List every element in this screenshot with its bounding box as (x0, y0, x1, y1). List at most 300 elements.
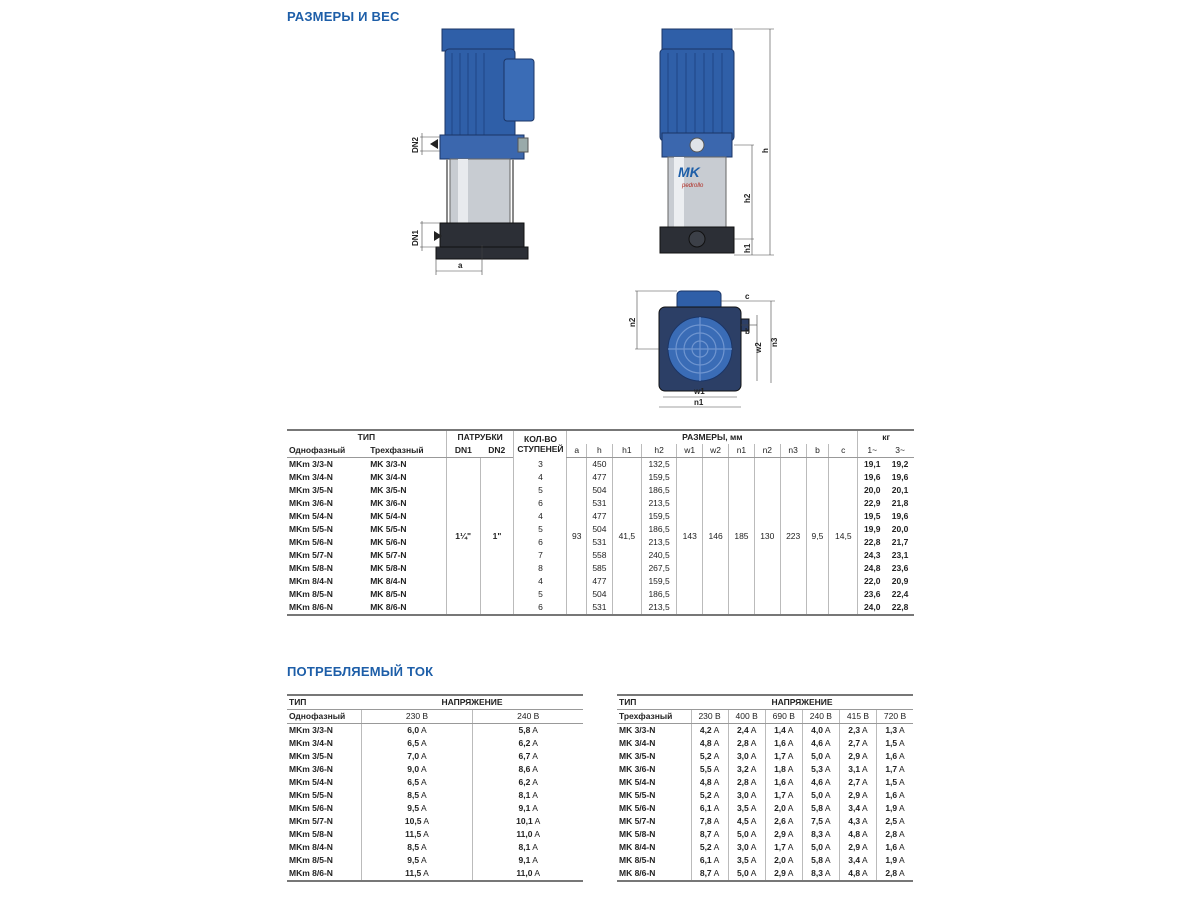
table-row (287, 802, 583, 815)
stages-cell: 3 (514, 458, 567, 472)
type-cell: MKm 5/7-N (289, 816, 333, 826)
type-three-cell: MK 8/5-N (370, 589, 407, 599)
current-cell (473, 763, 583, 776)
kg-1ph-cell: 19,5 (858, 510, 886, 523)
current-unit: A (713, 816, 720, 826)
table-row (287, 789, 583, 802)
h2-cell: 132,5 (641, 458, 676, 472)
dims-header-3ph: 3~ (886, 444, 914, 458)
current-cell (728, 737, 765, 750)
current-value: 4,3 (848, 816, 861, 826)
current-value: 6,1 (699, 855, 712, 865)
current-three-table (617, 694, 913, 882)
current-value: 7,5 (811, 816, 823, 826)
b-cell: 9,5 (806, 458, 829, 616)
current-unit: A (862, 764, 868, 774)
label-a: a (458, 261, 463, 270)
cs-header-volt-2: 240 В (473, 710, 583, 724)
current-unit: A (862, 738, 868, 748)
kg-1ph-cell: 19,9 (858, 523, 886, 536)
current-value: 6,2 (518, 777, 531, 787)
current-value: 1,9 (885, 855, 898, 865)
type-cell: MKm 3/4-N (289, 738, 333, 748)
current-unit: A (750, 751, 757, 761)
h2-cell: 267,5 (641, 562, 676, 575)
current-value: 9,5 (407, 855, 420, 865)
type-three-cell: MK 5/7-N (370, 550, 407, 560)
current-cell (691, 750, 728, 763)
current-unit: A (421, 725, 427, 735)
type-single-cell: MKm 3/5-N (289, 485, 333, 495)
current-cell (728, 776, 765, 789)
type-single-cell: MKm 5/8-N (289, 563, 333, 573)
stages-cell: 6 (514, 536, 567, 549)
current-value: 3,1 (848, 764, 861, 774)
current-cell (765, 724, 802, 738)
h-cell: 558 (586, 549, 612, 562)
current-cell (802, 828, 839, 841)
stages-cell: 5 (514, 588, 567, 601)
current-cell (765, 867, 802, 881)
current-cell (802, 789, 839, 802)
kg-3ph-cell: 23,1 (891, 550, 909, 560)
current-heading: ПОТРЕБЛЯЕМЫЙ ТОК (287, 664, 434, 679)
current-value: 8,7 (699, 829, 712, 839)
type-cell: MK 5/8-N (619, 829, 656, 839)
current-value: 1,6 (885, 842, 898, 852)
current-unit: A (862, 790, 868, 800)
label-c: c (745, 292, 750, 301)
current-cell (691, 724, 728, 738)
type-single-cell: MKm 3/4-N (289, 472, 333, 482)
pump-top-view-drawing (625, 285, 785, 415)
h2-cell: 186,5 (641, 523, 676, 536)
current-cell (728, 789, 765, 802)
table-row (617, 841, 913, 854)
current-single-table (287, 694, 583, 882)
current-unit: A (862, 816, 868, 826)
current-cell (877, 776, 913, 789)
current-unit: A (532, 803, 538, 813)
type-cell: MK 8/6-N (619, 868, 656, 878)
type-single-cell: MKm 8/4-N (289, 576, 333, 586)
kg-1ph-cell: 22,0 (858, 575, 886, 588)
current-cell (473, 828, 583, 841)
current-unit: A (713, 751, 720, 761)
type-three-cell: MK 3/5-N (370, 485, 407, 495)
current-unit: A (899, 842, 905, 852)
current-cell (728, 854, 765, 867)
current-unit: A (824, 803, 831, 813)
kg-3ph-cell: 19,6 (891, 511, 909, 521)
type-cell: MK 8/4-N (619, 842, 656, 852)
current-cell (728, 750, 765, 763)
table-row (617, 737, 913, 750)
current-cell (473, 815, 583, 828)
current-unit: A (750, 829, 757, 839)
dims-header-dn2: DN2 (480, 444, 514, 458)
h2-cell: 213,5 (641, 497, 676, 510)
current-unit: A (713, 803, 720, 813)
current-value: 1,7 (774, 790, 786, 800)
current-cell (839, 815, 876, 828)
current-value: 6,5 (407, 777, 420, 787)
current-unit: A (532, 777, 538, 787)
table-row (287, 815, 583, 828)
h-cell: 504 (586, 484, 612, 497)
current-cell (877, 841, 913, 854)
h2-cell: 213,5 (641, 601, 676, 615)
type-three-cell: MK 3/3-N (370, 459, 407, 469)
label-h2: h2 (743, 193, 752, 203)
dn1-cell: 1¼" (446, 458, 480, 616)
current-value: 2,8 (885, 868, 898, 878)
current-value: 9,1 (518, 855, 531, 865)
type-cell: MKm 8/6-N (289, 868, 333, 878)
current-unit: A (750, 777, 757, 787)
current-value: 1,7 (885, 764, 898, 774)
current-cell (765, 828, 802, 841)
type-single-cell: MKm 8/6-N (289, 602, 333, 612)
ct-header-volt-3: 690 В (765, 710, 802, 724)
kg-3ph-cell: 22,8 (891, 602, 909, 612)
current-unit: A (532, 725, 538, 735)
current-value: 5,2 (699, 751, 712, 761)
kg-3ph-cell: 20,9 (891, 576, 909, 586)
ct-header-volt-2: 400 В (728, 710, 765, 724)
current-unit: A (899, 868, 905, 878)
table-row (287, 458, 914, 472)
stages-cell: 6 (514, 601, 567, 615)
ct-header-voltage: НАПРЯЖЕНИЕ (691, 695, 913, 710)
label-dn2: DN2 (411, 136, 420, 153)
current-unit: A (899, 855, 905, 865)
current-cell (877, 828, 913, 841)
table-row (287, 724, 583, 738)
current-value: 1,5 (885, 777, 898, 787)
current-cell (765, 763, 802, 776)
ct-header-volt-4: 240 В (802, 710, 839, 724)
current-value: 11,5 (405, 829, 422, 839)
w2-cell: 146 (703, 458, 729, 616)
current-unit: A (713, 764, 720, 774)
current-unit: A (713, 829, 720, 839)
current-cell (361, 724, 473, 738)
current-unit: A (862, 777, 868, 787)
current-unit: A (750, 855, 757, 865)
current-cell (839, 789, 876, 802)
current-unit: A (824, 829, 831, 839)
current-unit: A (532, 764, 538, 774)
current-value: 2,9 (848, 842, 861, 852)
current-value: 8,1 (518, 790, 531, 800)
kg-3ph-cell: 21,8 (891, 498, 909, 508)
current-cell (691, 763, 728, 776)
current-cell (765, 789, 802, 802)
current-value: 9,1 (518, 803, 531, 813)
current-unit: A (824, 816, 831, 826)
current-cell (802, 802, 839, 815)
current-value: 1,7 (774, 751, 786, 761)
h2-cell: 213,5 (641, 536, 676, 549)
current-cell (473, 802, 583, 815)
dims-header-a: a (567, 444, 587, 458)
current-cell (361, 750, 473, 763)
current-value: 1,9 (885, 803, 898, 813)
current-unit: A (787, 764, 794, 774)
current-value: 6,7 (518, 751, 531, 761)
w1-cell: 143 (677, 458, 703, 616)
current-cell (691, 854, 728, 867)
current-cell (765, 776, 802, 789)
current-cell (802, 763, 839, 776)
type-three-cell: MK 3/6-N (370, 498, 407, 508)
dimensions-table (287, 429, 914, 616)
stages-cell: 5 (514, 484, 567, 497)
current-unit: A (899, 738, 905, 748)
h2-cell: 159,5 (641, 471, 676, 484)
current-cell (765, 841, 802, 854)
type-three-cell: MK 5/6-N (370, 537, 407, 547)
current-value: 1,7 (774, 842, 786, 852)
current-value: 3,2 (736, 764, 749, 774)
current-value: 5,5 (699, 764, 712, 774)
stages-cell: 8 (514, 562, 567, 575)
current-value: 5,0 (736, 829, 749, 839)
current-value: 2,4 (736, 725, 749, 735)
label-n1: n1 (694, 398, 704, 407)
current-unit: A (787, 777, 794, 787)
current-value: 3,0 (736, 790, 749, 800)
current-unit: A (824, 738, 831, 748)
stages-cell: 4 (514, 471, 567, 484)
type-cell: MKm 3/5-N (289, 751, 333, 761)
current-cell (473, 789, 583, 802)
current-value: 5,3 (811, 764, 823, 774)
current-value: 3,0 (736, 842, 749, 852)
current-cell (473, 724, 583, 738)
current-unit: A (421, 777, 427, 787)
type-single-cell: MKm 8/5-N (289, 589, 333, 599)
current-value: 6,5 (407, 738, 420, 748)
dims-header-sizes: РАЗМЕРЫ, мм (567, 430, 858, 444)
current-value: 5,2 (699, 842, 712, 852)
dims-header-ports: ПАТРУБКИ (446, 430, 514, 444)
current-unit: A (750, 764, 757, 774)
h2-cell: 159,5 (641, 575, 676, 588)
current-unit: A (713, 738, 720, 748)
h-cell: 477 (586, 510, 612, 523)
current-value: 4,2 (699, 725, 712, 735)
h-cell: 477 (586, 575, 612, 588)
pump-side-view-drawing (400, 25, 550, 280)
current-unit: A (750, 816, 757, 826)
table-row (617, 789, 913, 802)
current-cell (473, 841, 583, 854)
current-cell (473, 737, 583, 750)
dims-header-single: Однофазный (287, 444, 368, 458)
dims-header-n3: n3 (780, 444, 806, 458)
current-cell (877, 867, 913, 881)
current-value: 6,1 (699, 803, 712, 813)
current-cell (765, 815, 802, 828)
current-value: 1,5 (885, 738, 898, 748)
type-cell: MKm 5/8-N (289, 829, 333, 839)
h2-cell: 186,5 (641, 588, 676, 601)
current-unit: A (713, 855, 720, 865)
dims-header-h2: h2 (641, 444, 676, 458)
current-cell (877, 802, 913, 815)
current-unit: A (862, 751, 868, 761)
current-cell (361, 815, 473, 828)
current-value: 2,6 (774, 816, 786, 826)
current-unit: A (787, 790, 794, 800)
current-value: 4,0 (811, 725, 823, 735)
current-value: 3,4 (848, 855, 861, 865)
current-cell (877, 815, 913, 828)
kg-1ph-cell: 19,6 (858, 471, 886, 484)
current-value: 8,1 (518, 842, 531, 852)
current-cell (361, 841, 473, 854)
brand-mk-logo: MK (678, 164, 700, 180)
current-cell (877, 789, 913, 802)
label-b: b (745, 327, 750, 336)
dn2-cell: 1" (480, 458, 514, 616)
current-unit: A (824, 842, 831, 852)
kg-1ph-cell: 19,1 (858, 458, 886, 472)
n2-cell: 130 (754, 458, 780, 616)
kg-1ph-cell: 24,3 (858, 549, 886, 562)
current-unit: A (713, 790, 720, 800)
type-three-cell: MK 8/4-N (370, 576, 407, 586)
table-row (617, 724, 913, 738)
type-cell: MKm 3/3-N (289, 725, 333, 735)
table-row (287, 841, 583, 854)
table-row (617, 776, 913, 789)
type-three-cell: MK 5/5-N (370, 524, 407, 534)
type-three-cell: MK 3/4-N (370, 472, 407, 482)
current-cell (839, 776, 876, 789)
kg-1ph-cell: 23,6 (858, 588, 886, 601)
current-value: 2,9 (774, 868, 786, 878)
current-unit: A (787, 855, 794, 865)
current-unit: A (750, 725, 757, 735)
dims-header-type: ТИП (357, 432, 376, 442)
kg-1ph-cell: 20,0 (858, 484, 886, 497)
current-cell (728, 815, 765, 828)
kg-3ph-cell: 20,0 (891, 524, 909, 534)
current-value: 7,0 (407, 751, 420, 761)
dims-header-stages: КОЛ-ВО СТУПЕНЕЙ (514, 430, 567, 458)
current-unit: A (713, 842, 720, 852)
type-cell: MKm 5/6-N (289, 803, 333, 813)
current-value: 8,3 (811, 868, 823, 878)
current-value: 5,0 (811, 790, 823, 800)
current-value: 1,6 (774, 738, 786, 748)
current-value: 1,4 (774, 725, 786, 735)
current-cell (728, 841, 765, 854)
current-cell (877, 724, 913, 738)
ct-header-volt-5: 415 В (839, 710, 876, 724)
current-unit: A (787, 829, 794, 839)
stages-cell: 4 (514, 575, 567, 588)
current-value: 6,0 (407, 725, 420, 735)
current-cell (728, 828, 765, 841)
current-unit: A (421, 738, 427, 748)
current-value: 3,4 (848, 803, 861, 813)
current-value: 4,8 (699, 738, 712, 748)
current-value: 11,5 (405, 868, 422, 878)
current-unit: A (750, 790, 757, 800)
current-unit: A (750, 803, 757, 813)
current-unit: A (787, 816, 794, 826)
current-unit: A (824, 790, 831, 800)
current-unit: A (899, 751, 905, 761)
dims-header-three: Трехфазный (368, 444, 446, 458)
ct-header-volt-1: 230 В (691, 710, 728, 724)
h-cell: 531 (586, 536, 612, 549)
current-value: 2,7 (848, 777, 861, 787)
current-cell (802, 815, 839, 828)
current-cell (691, 776, 728, 789)
current-unit: A (750, 842, 757, 852)
current-cell (802, 776, 839, 789)
current-unit: A (713, 868, 720, 878)
kg-1ph-cell: 24,0 (858, 601, 886, 615)
h2-cell: 240,5 (641, 549, 676, 562)
h-cell: 531 (586, 497, 612, 510)
current-value: 1,6 (774, 777, 786, 787)
current-unit: A (532, 855, 538, 865)
current-cell (802, 724, 839, 738)
current-unit: A (862, 725, 868, 735)
current-unit: A (824, 855, 831, 865)
current-unit: A (532, 751, 538, 761)
current-unit: A (421, 855, 427, 865)
label-dn1: DN1 (411, 229, 420, 246)
dims-header-dn1: DN1 (446, 444, 480, 458)
table-row (287, 776, 583, 789)
current-cell (765, 802, 802, 815)
current-cell (839, 841, 876, 854)
current-value: 5,8 (518, 725, 531, 735)
table-row (617, 763, 913, 776)
current-cell (802, 841, 839, 854)
type-three-cell: MK 5/8-N (370, 563, 407, 573)
c-cell: 14,5 (829, 458, 858, 616)
dims-header-kg: кг (858, 430, 914, 444)
current-value: 4,8 (699, 777, 712, 787)
current-unit: A (421, 764, 427, 774)
type-cell: MKm 5/4-N (289, 777, 333, 787)
current-unit: A (862, 868, 868, 878)
current-value: 2,9 (774, 829, 786, 839)
current-value: 3,0 (736, 751, 749, 761)
type-cell: MK 3/6-N (619, 764, 656, 774)
h-cell: 504 (586, 523, 612, 536)
current-unit: A (532, 790, 538, 800)
current-unit: A (787, 738, 794, 748)
type-single-cell: MKm 5/7-N (289, 550, 333, 560)
type-single-cell: MKm 5/4-N (289, 511, 333, 521)
cs-header-type: ТИП (287, 695, 361, 710)
current-cell (839, 763, 876, 776)
current-cell (802, 750, 839, 763)
current-unit: A (824, 725, 831, 735)
type-cell: MKm 3/6-N (289, 764, 333, 774)
table-row (617, 854, 913, 867)
current-cell (691, 737, 728, 750)
